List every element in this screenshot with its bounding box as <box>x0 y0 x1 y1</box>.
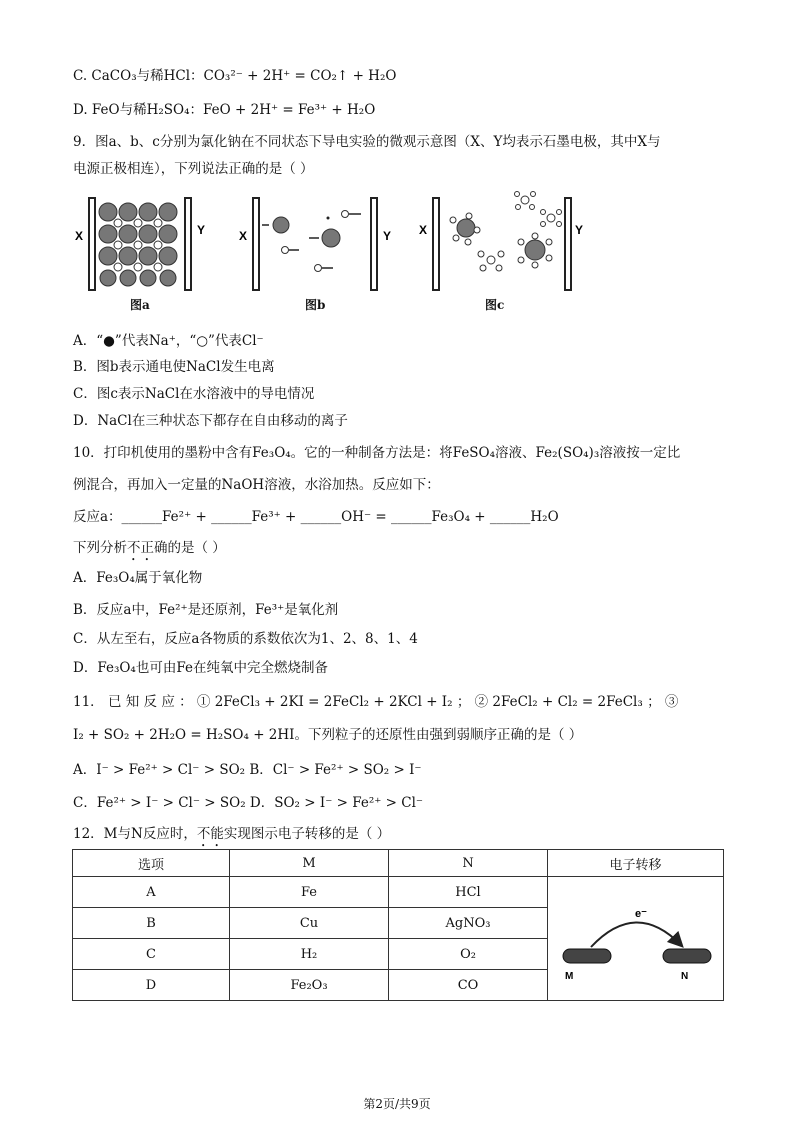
q9-option-a: A．“●”代表Na⁺，“○”代表Cl⁻ <box>73 333 264 349</box>
q10-option-c: C．从左至右，反应a各物质的系数依次为1、2、8、1、4 <box>73 631 418 647</box>
electron-transfer-diagram <box>551 889 721 985</box>
row-a-m: Fe <box>230 877 389 908</box>
diagram-m-label: M <box>564 970 573 982</box>
header-option: 选项 <box>73 850 230 877</box>
q9-figures <box>73 190 593 315</box>
electrode-x-label-b: X <box>239 229 248 243</box>
electrode-y-label-a: Y <box>197 223 206 237</box>
electron-arrow <box>591 922 681 947</box>
row-b-n: AgNO₃ <box>389 908 548 939</box>
q10-option-b: B．反应a中，Fe²⁺是还原剂，Fe³⁺是氧化剂 <box>73 602 339 618</box>
q9-option-d: D．NaCl在三种状态下都存在自由移动的离子 <box>73 413 348 429</box>
q8-option-d: D. FeO与稀H₂SO₄：FeO + 2H⁺ = Fe³⁺ + H₂O <box>73 102 376 118</box>
q11-stem-line-2: I₂ + SO₂ + 2H₂O = H₂SO₄ + 2HI。下列粒子的还原性由强到弱顺序正确的是（ ） <box>73 727 583 743</box>
table-row <box>73 877 724 908</box>
q10-stem-line-2: 例混合，再加入一定量的NaOH溶液，水浴加热。反应如下： <box>73 477 440 493</box>
q8-option-c: C. CaCO₃与稀HCl：CO₃²⁻ + 2H⁺ = CO₂↑ + H₂O <box>73 68 397 84</box>
q10-question-post: 确的是（ ） <box>154 540 226 556</box>
electron-transfer-diagram-cell <box>548 877 724 1001</box>
m-bar <box>563 949 611 963</box>
row-d-m: Fe₂O₃ <box>230 970 389 1001</box>
table-header-row <box>73 850 724 877</box>
q10-option-d: D．Fe₃O₄也可由Fe在纯氧中完全燃烧制备 <box>73 660 328 676</box>
figure-b-molten <box>253 198 377 290</box>
figure-a-solid <box>89 198 191 290</box>
electrode-x-label-c: X <box>419 223 428 237</box>
row-c-m: H₂ <box>230 939 389 970</box>
q12-table <box>72 849 724 1001</box>
q10-question <box>73 536 226 564</box>
row-d-n: CO <box>389 970 548 1001</box>
q9-stem-line-1: 9．图a、b、c分别为氯化钠在不同状态下导电实验的微观示意图（X、Y均表示石墨电极，其中X与 <box>73 134 661 150</box>
q12-stem <box>73 822 390 850</box>
q10-stem-line-1: 10．打印机使用的墨粉中含有Fe₃O₄。它的一种制备方法是：将FeSO₄溶液、Fe₂(SO₄)₃溶液按一定比 <box>73 445 681 461</box>
electrode-y-label-c: Y <box>575 223 584 237</box>
electrode-y-label-b: Y <box>383 229 392 243</box>
row-c-option: C <box>73 939 230 970</box>
row-b-m: Cu <box>230 908 389 939</box>
row-a-n: HCl <box>389 877 548 908</box>
q10-reaction-a: 反应a：______Fe²⁺ + ______Fe³⁺ + ______OH⁻ = ______Fe₃O₄ + ______H₂O <box>73 509 559 525</box>
electron-label: e⁻ <box>634 907 647 920</box>
header-n: N <box>389 850 548 877</box>
figure-c-caption: 图c <box>485 298 505 312</box>
q11-options-ab: A．I⁻ > Fe²⁺ > Cl⁻ > SO₂ B．Cl⁻ > Fe²⁺ > SO₂ > I⁻ <box>73 762 422 778</box>
row-d-option: D <box>73 970 230 1001</box>
q12-stem-pre: 12．M与N反应时， <box>73 826 197 842</box>
figure-b-caption: 图b <box>305 298 326 312</box>
electrode-x-label-a: X <box>75 229 84 243</box>
diagram-n-label: N <box>680 970 688 982</box>
q9-stem-line-2: 电源正极相连），下列说法正确的是（ ） <box>73 161 314 177</box>
q12-stem-emphasis: 不能 <box>196 826 224 842</box>
row-a-option: A <box>73 877 230 908</box>
row-b-option: B <box>73 908 230 939</box>
q10-option-a: A．Fe₃O₄属于氧化物 <box>73 570 203 586</box>
q11-stem-line-1: 11． 已 知 反 应 ： ① 2FeCl₃ + 2KI = 2FeCl₂ + 2KCl + I₂ ； ② 2FeCl₂ + Cl₂ = 2FeCl₃ ； ③ <box>73 694 679 710</box>
page-footer: 第2页/共9页 <box>363 1097 431 1111</box>
q12-stem-post: 实现图示电子转移的是（ ） <box>223 826 391 842</box>
header-electron-transfer: 电子转移 <box>548 850 724 877</box>
q9-option-c: C．图c表示NaCl在水溶液中的导电情况 <box>73 386 315 402</box>
q10-question-pre: 下列分析 <box>73 540 127 556</box>
row-c-n: O₂ <box>389 939 548 970</box>
figure-a-caption: 图a <box>130 298 150 312</box>
q10-question-emphasis: 不正 <box>127 540 154 556</box>
header-m: M <box>230 850 389 877</box>
q9-option-b: B．图b表示通电使NaCl发生电离 <box>73 359 275 375</box>
n-bar <box>663 949 711 963</box>
nacl-conduction-diagram <box>73 190 593 315</box>
figure-c-solution <box>433 192 571 291</box>
q11-options-cd: C．Fe²⁺ > I⁻ > Cl⁻ > SO₂ D．SO₂ > I⁻ > Fe²⁺ > Cl⁻ <box>73 795 424 811</box>
